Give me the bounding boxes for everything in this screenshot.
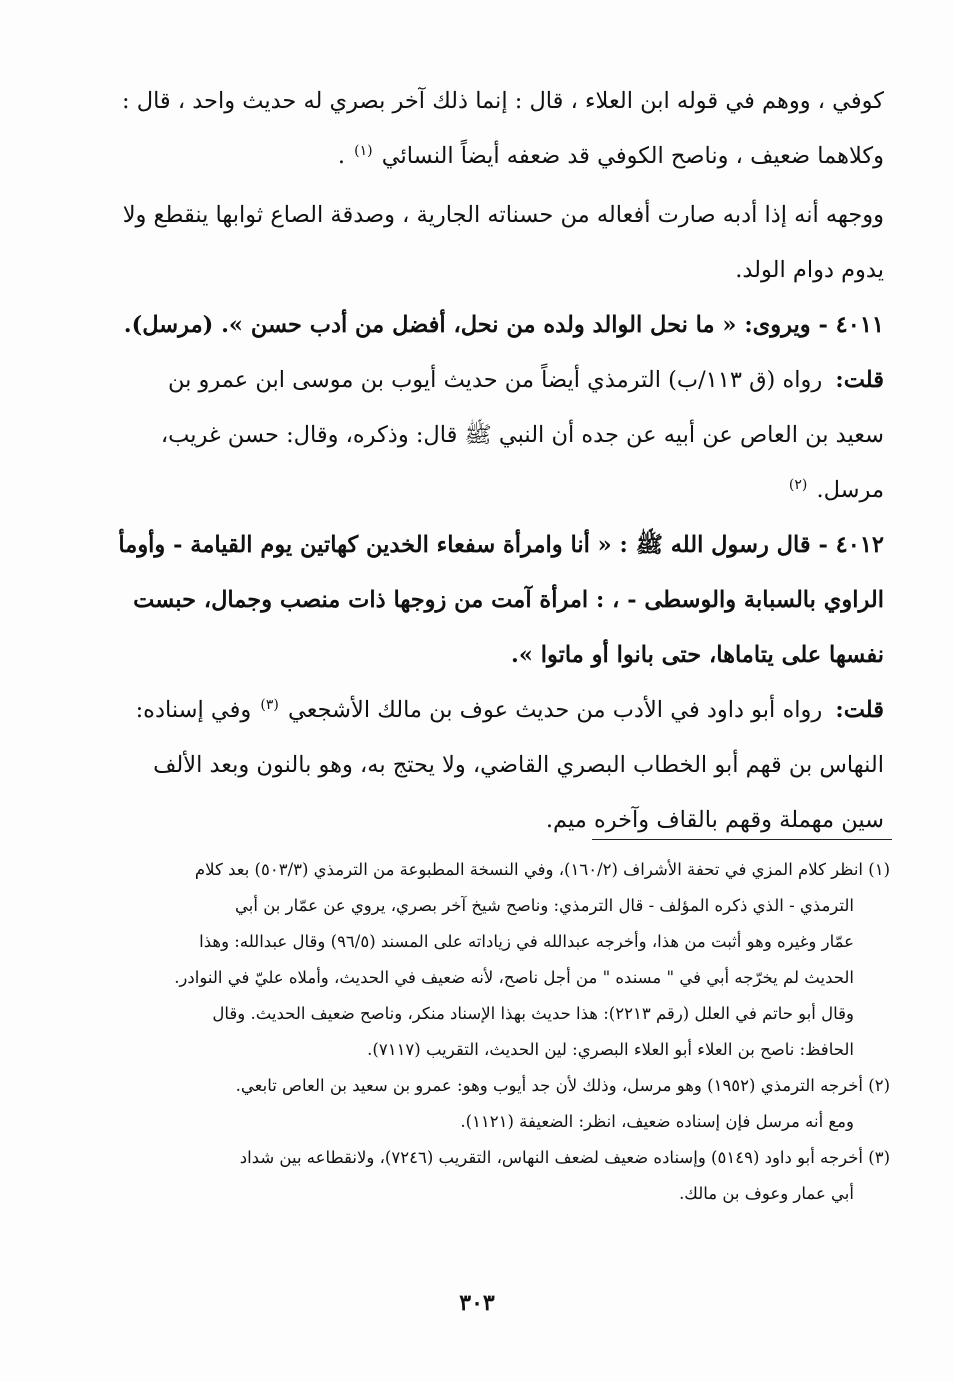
text-line bbox=[64, 129, 884, 184]
footnote-line: الترمذي - الذي ذكره المؤلف - قال الترمذي: وناصح شيخ آخر بصري، يروي عن عمّار بن أبي bbox=[235, 896, 854, 915]
footnote-line: (٢) أخرجه الترمذي (١٩٥٢) وهو مرسل، وذلك لأن جد أيوب وهو: عمرو بن سعيد بن العاص تابعي. bbox=[235, 1076, 890, 1095]
text-span: وفي إسناده: bbox=[135, 697, 252, 723]
text-line: ٤٠١٢ - قال رسول الله ﷺ : « أنا وامرأة سفعاء الخدين كهاتين يوم القيامة - وأومأ bbox=[118, 532, 884, 558]
text-line: ووجهه أنه إذا أدبه صارت أفعاله من حسناته الجارية ، وصدقة الصاع ثوابها ينقطع ولا bbox=[122, 202, 884, 228]
footnote-ref-3[interactable]: (٣) bbox=[260, 696, 279, 713]
footnote-line: وقال أبو حاتم في العلل (رقم ٢٢١٣): هذا حديث بهذا الإسناد منكر، وناصح ضعيف الحديث. وقال bbox=[212, 1004, 854, 1023]
footnote-line: الحافظ: ناصح بن العلاء أبو العلاء البصري: لين الحديث، التقريب (٧١١٧). bbox=[367, 1040, 854, 1059]
hadith-4012 bbox=[64, 518, 884, 683]
text-line: كوفي ، ووهم في قوله ابن العلاء ، قال : إنما ذلك آخر بصري له حديث واحد ، قال : bbox=[121, 88, 884, 114]
footnote-line: الحديث لم يخرّجه أبي في " مسنده " من أجل ناصح، لأنه ضعيف في الحديث، وأملاه عليّ في النوادر. bbox=[174, 968, 854, 987]
text-span: مرسل. bbox=[816, 477, 884, 503]
text-line bbox=[64, 683, 884, 738]
qult-label: قلت: bbox=[835, 697, 884, 723]
footnotes bbox=[64, 852, 890, 1212]
footnote-3 bbox=[64, 1140, 890, 1212]
footnote-1 bbox=[64, 852, 890, 1068]
hadith-4011: ٤٠١١ - ويروى: « ما نحل الوالد ولده من نحل، أفضل من أدب حسن ». (مرسل). bbox=[123, 312, 884, 338]
text-line: نفسها على يتاماها، حتى بانوا أو ماتوا ». bbox=[511, 642, 884, 668]
text-span: وكلاهما ضعيف ، وناصح الكوفي قد ضعفه أيضاً النسائي bbox=[381, 143, 884, 169]
text-line bbox=[64, 463, 884, 518]
footnote-line: ومع أنه مرسل فإن إسناده ضعيف، انظر: الضعيفة (١١٢١). bbox=[460, 1112, 854, 1131]
footnote-ref-2[interactable]: (٢) bbox=[788, 476, 808, 493]
page-number: ٣٠٣ bbox=[459, 1290, 495, 1316]
commentary-4011 bbox=[64, 353, 884, 518]
text-line: الراوي بالسبابة والوسطى - ، : امرأة آمت من زوجها ذات منصب وجمال، حبست bbox=[133, 587, 884, 613]
footnote-line: أبي عمار وعوف بن مالك. bbox=[679, 1184, 854, 1203]
commentary-4012 bbox=[64, 683, 884, 848]
footnote-line: عمّار وغيره وهو أثبت من هذا، وأخرجه عبدالله في زياداته على المسند (٩٦/٥) وقال عبدالله: وهذا bbox=[199, 932, 854, 951]
footnote-2 bbox=[64, 1068, 890, 1140]
text-span: . bbox=[337, 143, 345, 169]
text-line: سعيد بن العاص عن أبيه عن جده أن النبي ﷺ قال: وذكره، وقال: حسن غريب، bbox=[160, 422, 884, 448]
text-line: يدوم دوام الولد. bbox=[735, 257, 884, 283]
text-line: النهاس بن قهم أبو الخطاب البصري القاضي، ولا يحتج به، وهو بالنون وبعد الألف bbox=[153, 752, 884, 778]
footnote-line: (٣) أخرجه أبو داود (٥١٤٩) وإسناده ضعيف لضعف النهاس، التقريب (٧٢٤٦)، ولانقطاعه بين شداد bbox=[239, 1148, 890, 1167]
text-line bbox=[64, 353, 884, 408]
qult-label: قلت: bbox=[835, 367, 884, 393]
main-text bbox=[64, 74, 884, 848]
footnote-ref-1[interactable]: (١) bbox=[354, 142, 373, 159]
text-span: رواه (ق ١١٣/ب) الترمذي أيضاً من حديث أيوب بن موسى ابن عمرو بن bbox=[167, 367, 823, 393]
text-span: رواه أبو داود في الأدب من حديث عوف بن مالك الأشجعي bbox=[288, 697, 823, 723]
footnote-line: (١) انظر كلام المزي في تحفة الأشراف (١٦٠/٢)، وفي النسخة المطبوعة من الترمذي (٥٠٣/٣) بعد كلام bbox=[194, 860, 890, 879]
footnote-separator bbox=[592, 839, 892, 840]
text-line: سين مهملة وقهم بالقاف وآخره ميم. bbox=[545, 807, 884, 833]
paragraph-continuation bbox=[64, 74, 884, 184]
paragraph-commentary bbox=[64, 188, 884, 298]
